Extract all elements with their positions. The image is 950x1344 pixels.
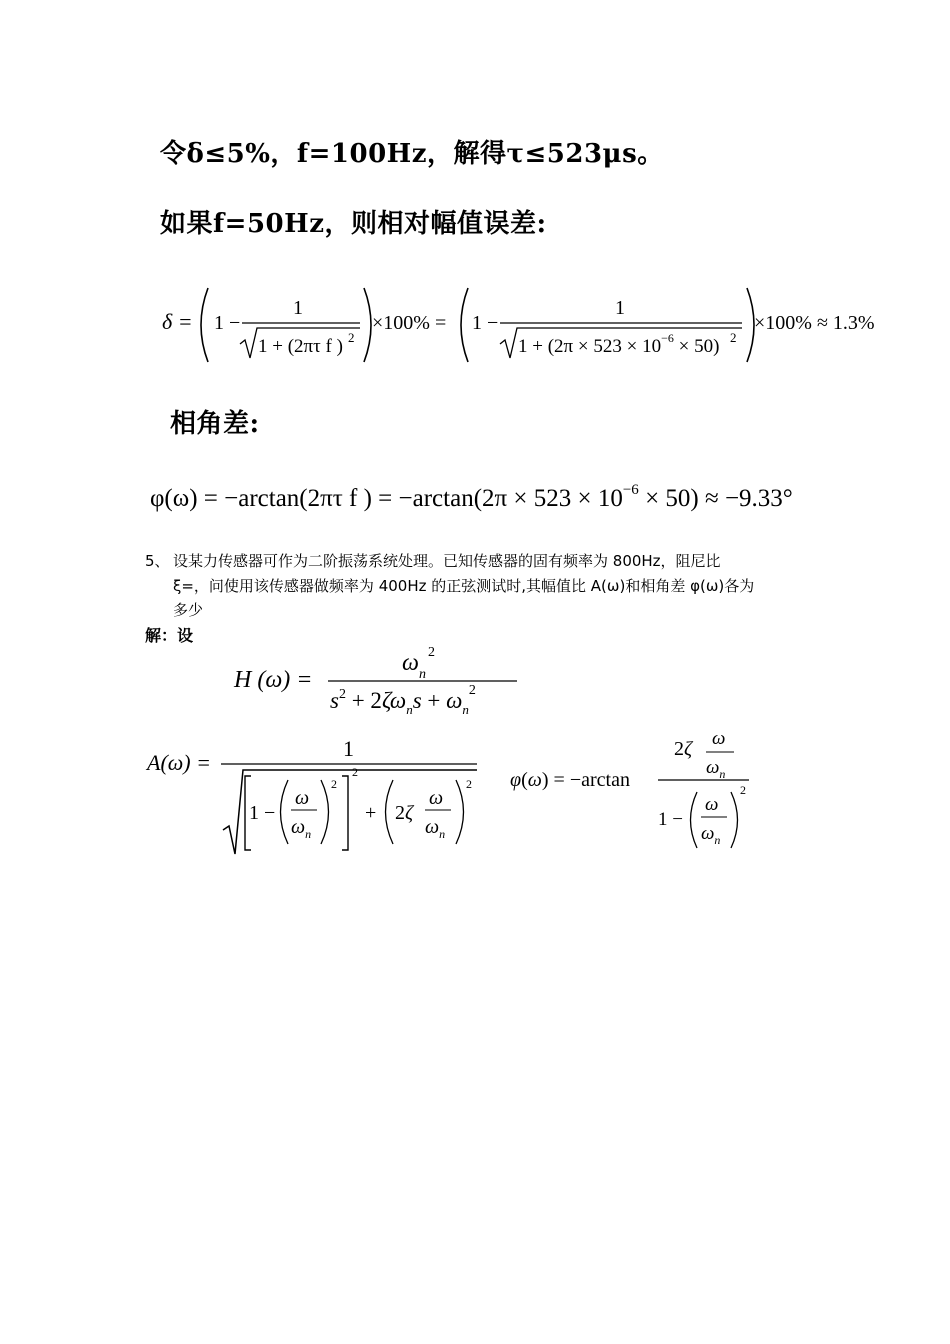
- eq-phi-den-w: ω: [705, 794, 719, 815]
- eq-delta-part2-one: 1 −: [472, 312, 499, 334]
- eq-a-two-zeta: 2ζ: [395, 802, 414, 824]
- equation-delta: [150, 282, 910, 368]
- eq-delta-part1-den: 1 + (2πτ f ): [258, 336, 343, 357]
- eq-a-frac1-num: ω: [295, 787, 310, 809]
- solution-label: 解：设: [145, 626, 194, 645]
- eq-a-frac2-num: ω: [429, 787, 444, 809]
- eq-phi-lhs: φ(ω) = −arctan: [510, 769, 630, 791]
- eq-a-frac1-den: $\omega_n$: [291, 816, 312, 841]
- eq-h-num: $\omega_n^2$: [402, 645, 435, 682]
- problem-line-b: ξ=，问使用该传感器做频率为 400Hz 的正弦测试时,其幅值比 A(ω)和相角差 φ(ω)各为: [173, 577, 755, 595]
- eq-phase-text: φ(ω) = −arctan(2πτ f ) = $-\arctan(2\pi \times 523 \times 10^{-6} \times 50) \approx -9.33^\circ$: [150, 482, 793, 512]
- eq-a-frac2-den: $\omega_n$: [425, 816, 446, 841]
- eq-h-den: $s^2 + 2\zeta\omega_ns + \omega_n^2$: [330, 683, 476, 717]
- equation-phase-angle: [508, 728, 758, 856]
- statement-tau-result: 令δ≤5%，f=100Hz，解得τ≤523μs。: [160, 139, 664, 169]
- eq-phi-num-w: ω: [712, 728, 726, 749]
- problem-number: 5、: [145, 552, 170, 570]
- heading-phase-difference: 相角差:: [170, 409, 260, 439]
- eq-a-sq2: 2: [352, 765, 358, 779]
- eq-phi-den-wn: $\omega_n$: [701, 823, 721, 847]
- eq-a-plus: +: [365, 802, 377, 824]
- eq-delta-part1-exp: 2: [348, 330, 355, 345]
- eq-delta-lhs: δ =: [162, 309, 193, 334]
- eq-a-sq1: 2: [331, 777, 337, 791]
- statement-relative-amplitude-error: 如果f=50Hz，则相对幅值误差:: [160, 209, 547, 239]
- problem-line-c: 多少: [173, 601, 204, 619]
- eq-delta-part1-one: 1 −: [214, 312, 241, 334]
- eq-a-one: 1 −: [249, 802, 276, 824]
- equation-amplitude-ratio: [145, 730, 485, 860]
- eq-a-lhs: A(ω) =: [147, 750, 211, 775]
- eq-h-lhs: H (ω) =: [234, 667, 313, 693]
- eq-phi-num-wn: $\omega_n$: [706, 757, 726, 781]
- eq-delta-part1-num: 1: [293, 297, 303, 319]
- problem-line-a: 设某力传感器可作为二阶振荡系统处理。已知传感器的固有频率为 800Hz，阻尼比: [173, 552, 721, 570]
- eq-a-sq3: 2: [466, 777, 472, 791]
- equation-transfer-function: [230, 642, 530, 720]
- eq-delta-mul1: ×100% =: [372, 312, 447, 334]
- equation-phase: [148, 470, 888, 520]
- eq-delta-result: ×100% ≈ 1.3%: [754, 312, 875, 334]
- eq-delta-part2-exp: 2: [730, 330, 737, 345]
- eq-phi-sq: 2: [740, 783, 746, 797]
- eq-phi-one: 1 −: [658, 809, 683, 830]
- eq-a-num: 1: [343, 736, 354, 761]
- eq-delta-part2-den: $1 + (2\pi \times 523 \times 10^{-6} \times 50)$: [518, 331, 720, 357]
- eq-delta-part2-num: 1: [615, 297, 625, 319]
- eq-phi-two-zeta: 2ζ: [674, 738, 693, 760]
